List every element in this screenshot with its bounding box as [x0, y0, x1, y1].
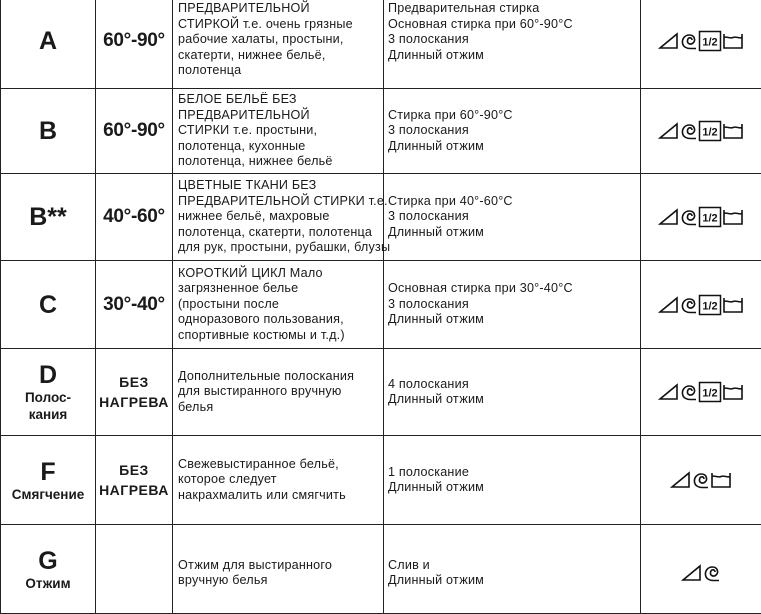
program-name: кания [1, 406, 95, 423]
description-line: полотенца, нижнее бельё [178, 154, 379, 170]
program-code: B [1, 117, 95, 145]
laundry-description-cell [173, 436, 384, 525]
program-code-cell [1, 349, 96, 436]
table-row [1, 261, 761, 349]
temperature-cell [96, 174, 173, 261]
detergent-symbols-cell [641, 261, 761, 349]
program-step: Длинный отжим [388, 225, 636, 241]
description-line: Дополнительные полоскания [178, 369, 379, 385]
description-line: ПРЕДВАРИТЕЛЬНОЙ [178, 1, 379, 17]
tub-icon [722, 121, 744, 141]
description-line: СТИРКИ т.е. простыни, [178, 123, 379, 139]
half-load-label: 1/2 [702, 300, 717, 312]
program-step: Длинный отжим [388, 48, 636, 64]
description-line: для рук, простыни, рубашки, блузы [178, 240, 379, 256]
detergent-symbols-cell [641, 174, 761, 261]
temperature-label: НАГРЕВА [96, 480, 172, 500]
description-line: полотенца [178, 63, 379, 79]
table-row [1, 0, 761, 89]
program-step: Стирка при 40°-60°C [388, 194, 636, 210]
description-line: для выстиранного вручную [178, 384, 379, 400]
temperature-cell [96, 349, 173, 436]
tub-icon [722, 207, 744, 227]
triangle-icon [658, 207, 680, 227]
triangle-icon [658, 295, 680, 315]
description-line: ПРЕДВАРИТЕЛЬНОЙ СТИРКИ т.е. [178, 194, 379, 210]
program-step: 3 полоскания [388, 297, 636, 313]
description-line: вручную белья [178, 573, 379, 589]
half-load-label: 1/2 [702, 388, 717, 400]
detergent-symbols-cell [641, 0, 761, 89]
temperature-label: БЕЗ [96, 460, 172, 480]
program-step: Предварительная стирка [388, 1, 636, 17]
program-code-cell [1, 525, 96, 614]
laundry-description-cell [173, 174, 384, 261]
spiral-icon [680, 207, 698, 227]
temperature-label: 60°-90° [103, 30, 165, 51]
description-line: ПРЕДВАРИТЕЛЬНОЙ [178, 108, 379, 124]
program-step: 3 полоскания [388, 32, 636, 48]
temperature-label: 30°-40° [103, 294, 165, 315]
program-step: Основная стирка при 60°-90°C [388, 17, 636, 33]
laundry-description-cell [173, 349, 384, 436]
program-code-cell [1, 89, 96, 174]
description-line: БЕЛОЕ БЕЛЬЁ БЕЗ [178, 92, 379, 108]
temperature-label: 40°-60° [103, 206, 165, 227]
description-line: (простыни после [178, 297, 379, 313]
temperature-cell [96, 525, 173, 614]
program-name: Отжим [1, 575, 95, 592]
program-step: Длинный отжим [388, 480, 636, 496]
program-step: Длинный отжим [388, 312, 636, 328]
spiral-icon [680, 121, 698, 141]
laundry-description-cell [173, 0, 384, 89]
program-code: D [1, 361, 95, 389]
triangle-icon [658, 31, 680, 51]
half-icon [698, 120, 722, 142]
program-code-cell [1, 436, 96, 525]
description-line: полотенца, кухонные [178, 139, 379, 155]
table-row [1, 89, 761, 174]
temperature-cell [96, 436, 173, 525]
triangle-icon [658, 121, 680, 141]
program-code: A [1, 27, 95, 55]
temperature-label: БЕЗ [96, 372, 172, 392]
half-icon [698, 30, 722, 52]
tub-icon [722, 31, 744, 51]
program-step: 4 полоскания [388, 377, 636, 393]
program-code: C [1, 291, 95, 319]
triangle-icon [681, 563, 703, 583]
half-load-label: 1/2 [702, 127, 717, 139]
program-code: B** [1, 203, 95, 231]
program-code-cell [1, 0, 96, 89]
program-step: Слив и [388, 558, 636, 574]
program-steps-cell [384, 261, 641, 349]
program-step: 1 полоскание [388, 465, 636, 481]
program-code: F [1, 458, 95, 486]
program-code-cell [1, 174, 96, 261]
description-line: рабочие халаты, простыни, [178, 32, 379, 48]
program-step: Длинный отжим [388, 573, 636, 589]
laundry-description-cell [173, 261, 384, 349]
program-name: Смягчение [1, 486, 95, 503]
detergent-symbols-cell [641, 349, 761, 436]
program-code: G [1, 547, 95, 575]
detergent-symbols-cell [641, 89, 761, 174]
description-line: СТИРКОЙ т.е. очень грязные [178, 17, 379, 33]
description-line: которое следует [178, 472, 379, 488]
description-line: накрахмалить или смягчить [178, 488, 379, 504]
description-line: нижнее бельё, махровые [178, 209, 379, 225]
half-icon [698, 381, 722, 403]
temperature-label: 60°-90° [103, 120, 165, 141]
description-line: белья [178, 400, 379, 416]
description-line: Свежевыстиранное бельё, [178, 457, 379, 473]
program-steps-cell [384, 174, 641, 261]
triangle-icon [670, 470, 692, 490]
temperature-cell [96, 89, 173, 174]
description-line: одноразового пользования, [178, 312, 379, 328]
detergent-symbols-cell [641, 525, 761, 614]
spiral-icon [680, 382, 698, 402]
description-line: полотенца, скатерти, полотенца [178, 225, 379, 241]
program-steps-cell [384, 89, 641, 174]
temperature-cell [96, 261, 173, 349]
program-step: 3 полоскания [388, 209, 636, 225]
tub-icon [722, 382, 744, 402]
program-step: Стирка при 60°-90°C [388, 108, 636, 124]
description-line: спортивные костюмы и т.д.) [178, 328, 379, 344]
tub-icon [710, 470, 732, 490]
spiral-icon [680, 31, 698, 51]
half-load-label: 1/2 [702, 213, 717, 225]
table-row [1, 349, 761, 436]
program-step: Длинный отжим [388, 139, 636, 155]
program-step: Основная стирка при 30°-40°C [388, 281, 636, 297]
spiral-icon [680, 295, 698, 315]
program-step: Длинный отжим [388, 392, 636, 408]
laundry-description-cell [173, 525, 384, 614]
triangle-icon [658, 382, 680, 402]
program-code-cell [1, 261, 96, 349]
temperature-cell [96, 0, 173, 89]
table-row [1, 525, 761, 614]
spiral-icon [692, 470, 710, 490]
temperature-label: НАГРЕВА [96, 392, 172, 412]
program-steps-cell [384, 349, 641, 436]
program-steps-cell [384, 0, 641, 89]
half-icon [698, 206, 722, 228]
tub-icon [722, 295, 744, 315]
program-steps-cell [384, 525, 641, 614]
spiral-icon [703, 563, 721, 583]
table-row [1, 436, 761, 525]
description-line: КОРОТКИЙ ЦИКЛ Мало [178, 266, 379, 282]
program-step: 3 полоскания [388, 123, 636, 139]
half-icon [698, 294, 722, 316]
table-row [1, 174, 761, 261]
detergent-symbols-cell [641, 436, 761, 525]
description-line: ЦВЕТНЫЕ ТКАНИ БЕЗ [178, 178, 379, 194]
table-body [1, 0, 761, 614]
description-line: загрязненное белье [178, 281, 379, 297]
program-name: Полос- [1, 389, 95, 406]
laundry-description-cell [173, 89, 384, 174]
description-line: скатерти, нижнее бельё, [178, 48, 379, 64]
half-load-label: 1/2 [702, 36, 717, 48]
description-line: Отжим для выстиранного [178, 558, 379, 574]
program-steps-cell [384, 436, 641, 525]
